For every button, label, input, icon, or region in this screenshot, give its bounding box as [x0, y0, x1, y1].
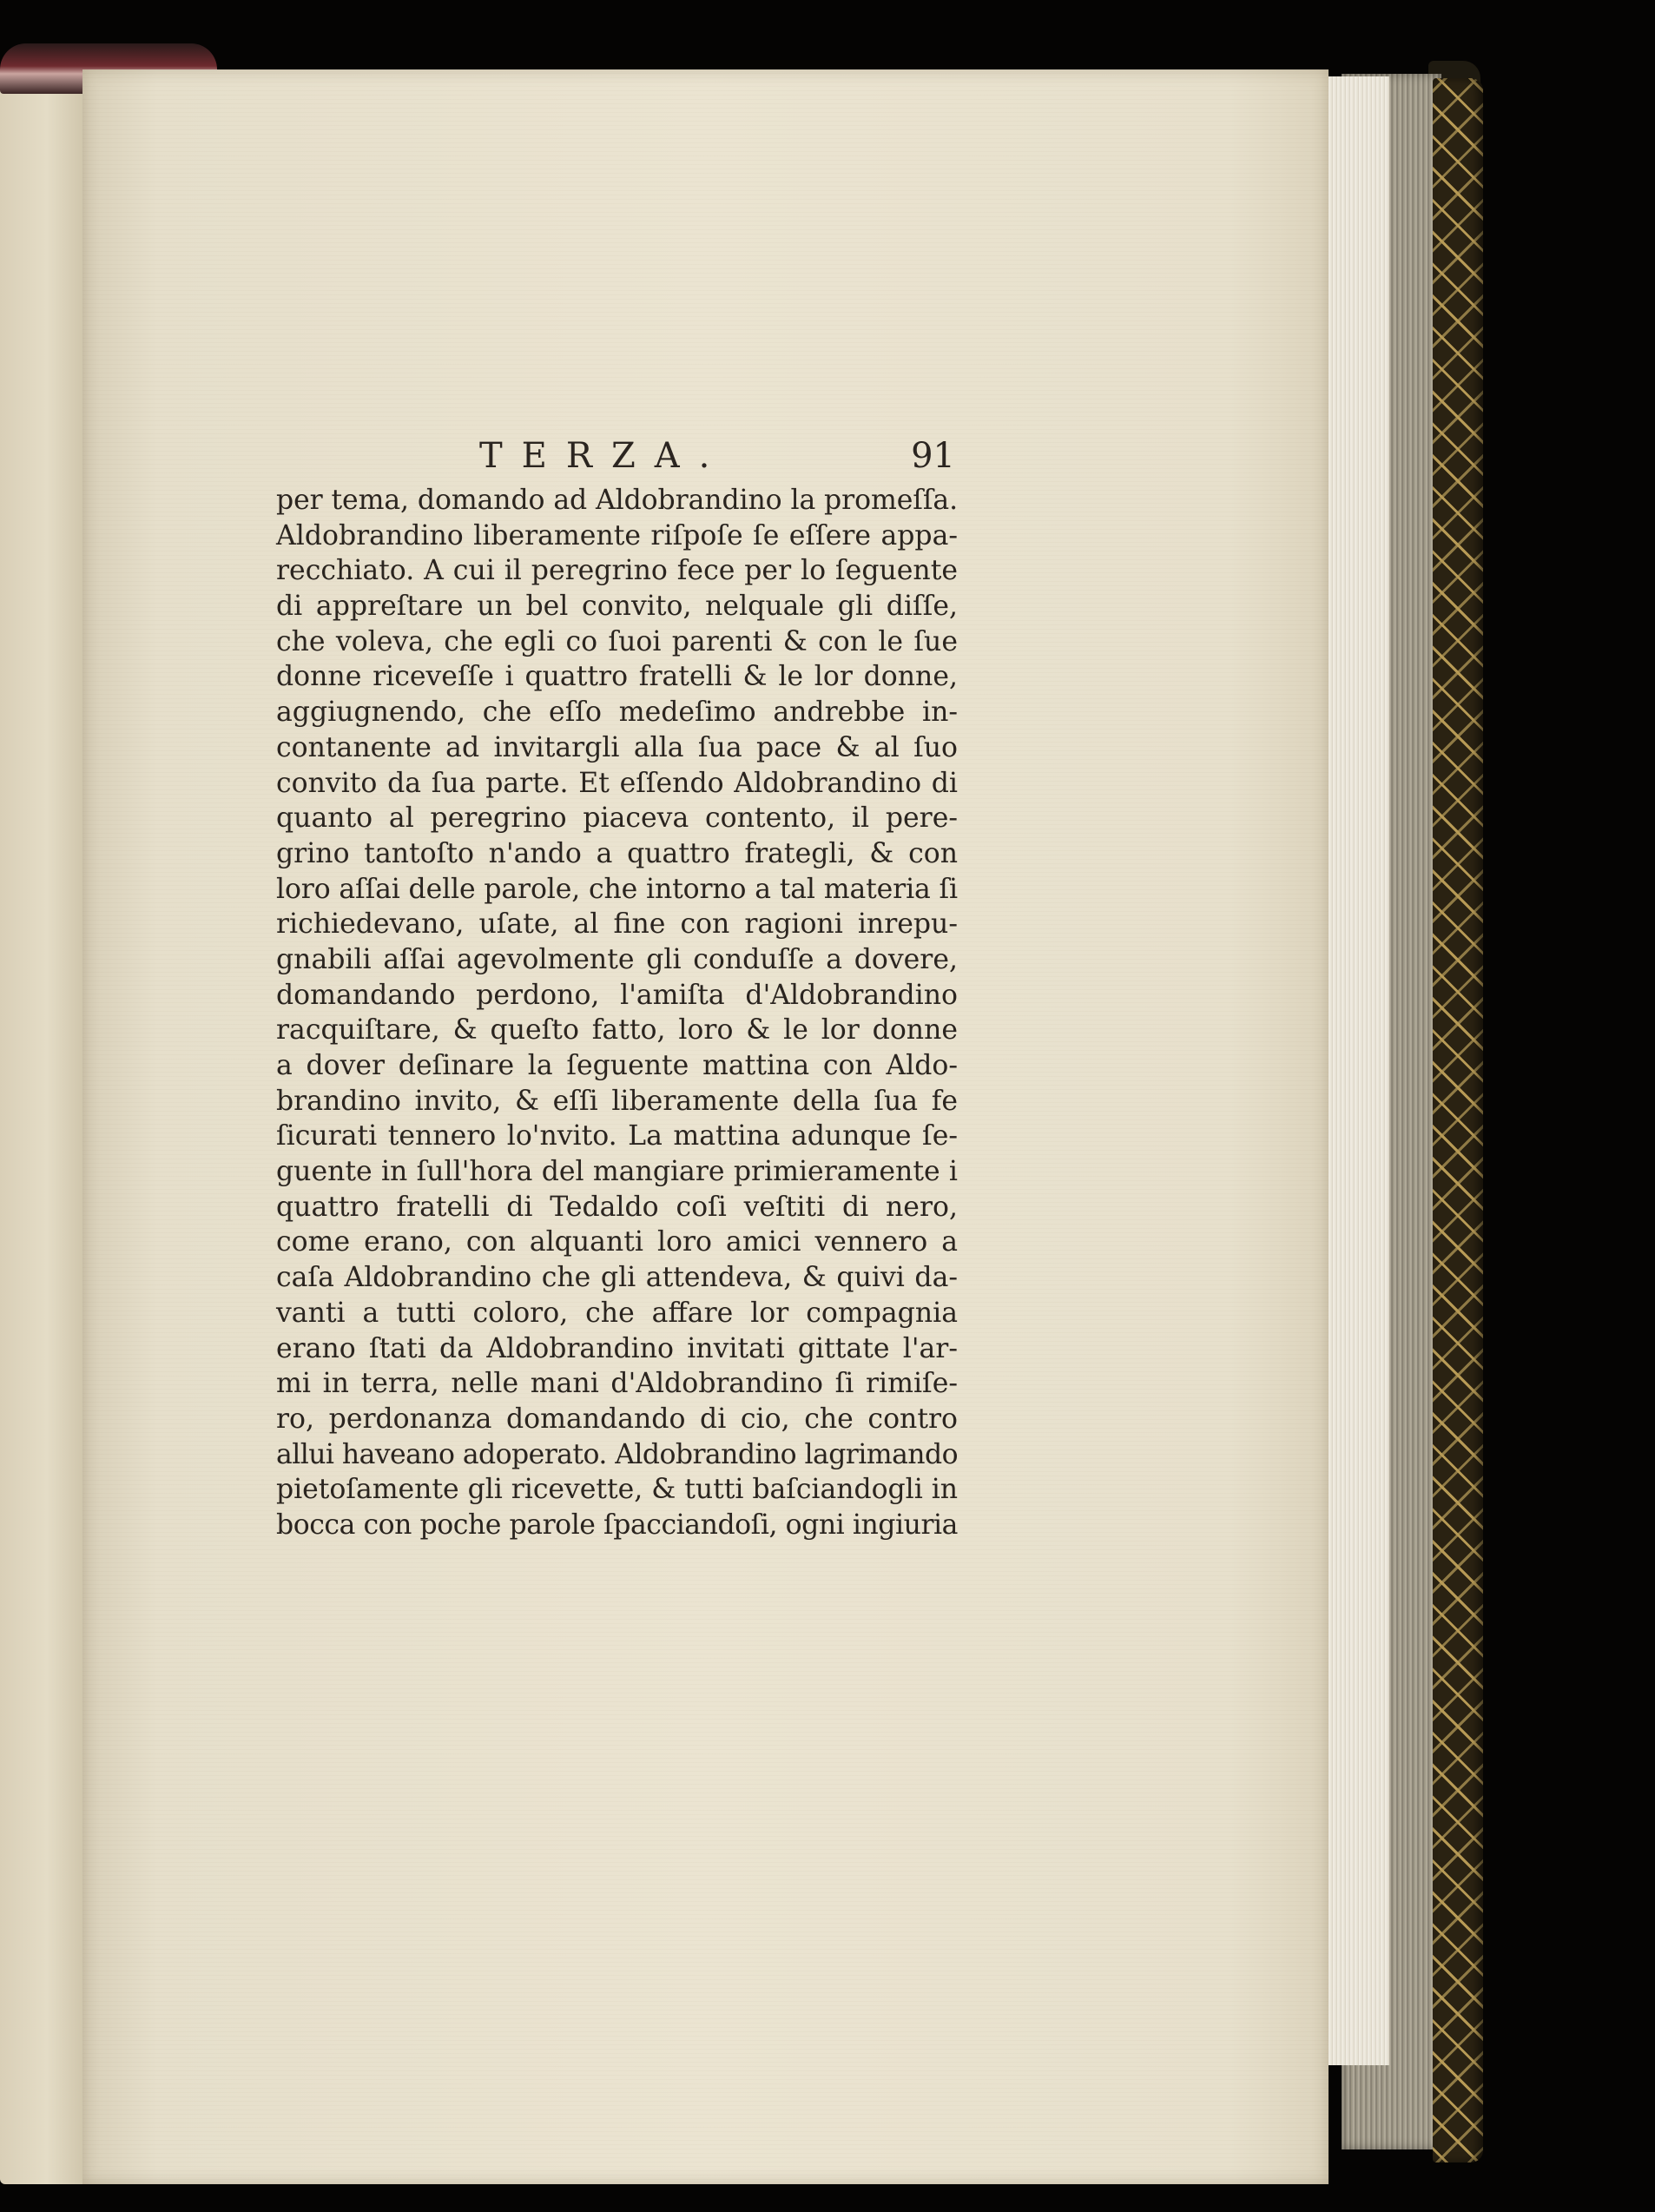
text-line: quattro fratelli di Tedaldo coſi veſtiti di nero,	[276, 1191, 958, 1223]
text-line: loro aſſai delle parole, che intorno a tal materia ſi	[276, 873, 958, 905]
text-line: racquiſtare, & queſto fatto, loro & le lor donne	[276, 1014, 958, 1047]
running-head-title: TERZA.	[479, 436, 729, 476]
body-text	[276, 483, 958, 1543]
running-head	[278, 436, 955, 479]
text-line: aggiugnendo, che eſſo medeſimo andrebbe in-	[276, 697, 958, 729]
text-line: guente in ſull'hora del mangiare primieramente i	[276, 1156, 958, 1188]
text-line: erano ſtati da Aldobrandino invitati gittate l'ar-	[276, 1332, 958, 1364]
text-line: brandino invito, & eſſi liberamente della ſua fe	[276, 1085, 958, 1117]
text-line: caſa Aldobrandino che gli attendeva, & quivi da-	[276, 1262, 958, 1294]
text-line: gnabili aſſai agevolmente gli conduſſe a dovere,	[276, 943, 958, 975]
text-line: allui haveano adoperato. Aldobrandino lagrimando	[276, 1438, 958, 1470]
text-line: Aldobrandino liberamente riſpoſe ſe eſſere appa-	[276, 519, 958, 551]
text-line: pietoſamente gli ricevette, & tutti baſciandogli in	[276, 1474, 958, 1506]
text-line: convito da ſua parte. Et eſſendo Aldobrandino di	[276, 767, 958, 799]
decorated-spine	[1433, 78, 1483, 2162]
text-line: contanente ad invitargli alla ſua pace & al ſuo	[276, 731, 958, 763]
text-line: mi in terra, nelle mani d'Aldobrandino ſi rimiſe-	[276, 1368, 958, 1400]
text-line: ſicurati tennero lo'nvito. La mattina adunque ſe-	[276, 1120, 958, 1152]
text-line: ro, perdonanza domandando di cio, che contro	[276, 1403, 958, 1435]
text-line: che voleva, che egli co ſuoi parenti & con le ſue	[276, 625, 958, 657]
text-line: domandando perdono, l'amiſta d'Aldobrandino	[276, 979, 958, 1011]
text-line: a dover deſinare la ſeguente mattina con Aldo-	[276, 1050, 958, 1081]
text-line: grino tantoſto n'ando a quattro frategli, & con	[276, 837, 958, 869]
text-line: quanto al peregrino piaceva contento, il pere-	[276, 802, 958, 835]
text-line: recchiato. A cui il peregrino fece per lo ſeguente	[276, 555, 958, 587]
text-line: vanti a tutti coloro, che affare lor compagnia	[276, 1297, 958, 1329]
text-line: donne riceveſſe i quattro fratelli & le lor donne,	[276, 661, 958, 693]
text-line: per tema, domando ad Aldobrandino la promeſſa.	[276, 485, 958, 516]
page-number: 91	[911, 436, 955, 476]
text-line: bocca con poche parole ſpacciandoſi, ogni ingiuria	[276, 1509, 958, 1541]
text-line: come erano, con alquanti loro amici vennero a	[276, 1226, 958, 1258]
left-page-edge	[0, 83, 85, 2184]
text-line: richiedevano, uſate, al fine con ragioni inrepu-	[276, 908, 958, 941]
text-line: di appreſtare un bel convito, nelquale gli diſſe,	[276, 591, 958, 623]
